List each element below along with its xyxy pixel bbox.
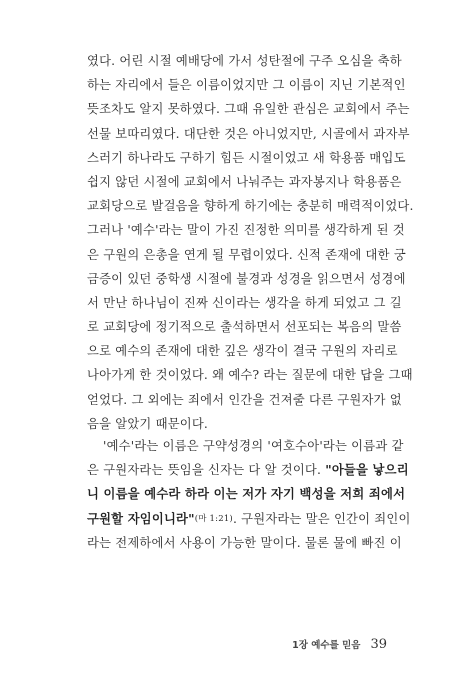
paragraph-1-line: 선물 보따리였다. 대단한 것은 아니었지만, 시골에서 과자부 bbox=[87, 126, 410, 141]
paragraph-1-line: 은 구원의 은총을 연게 될 무렵이었다. 신적 존재에 대한 궁 bbox=[87, 247, 406, 262]
paragraph-1-line: 으로 예수의 존재에 대한 깊은 생각이 결국 구원의 자리로 bbox=[87, 344, 398, 359]
paragraph-1-line: 스러기 하나라도 구하기 힘든 시절이었고 새 학용품 매입도 bbox=[87, 150, 406, 165]
paragraph-1-line: 교회당으로 발걸음을 향하게 하기에는 충분히 매력적이었다. bbox=[87, 199, 414, 214]
page-number: 39 bbox=[370, 637, 387, 652]
paragraph-1-line: 로 교회당에 정기적으로 출석하면서 선포되는 복음의 말씀 bbox=[87, 320, 402, 335]
paragraph-1-line: 음을 알았기 때문이다. bbox=[87, 416, 209, 431]
paragraph-2 bbox=[87, 434, 411, 555]
paragraph-1-line: 뜻조차도 알지 못하였다. 그때 유일한 관심은 교회에서 주는 bbox=[87, 102, 410, 117]
paragraph-2-line-1: '예수'라는 이름은 구약성경의 '여호수아'라는 이름과 같 bbox=[103, 439, 404, 453]
paragraph-1-line: 하는 자리에서 들은 이름이었지만 그 이름이 지닌 기본적인 bbox=[87, 78, 406, 93]
paragraph-1-line: 나아가게 한 것이었다. 왜 예수? 라는 질문에 대한 답을 그때 bbox=[87, 368, 413, 383]
paragraph-2-line-2-text: 은 구원자라는 뜻임을 신자는 다 알 것이다. bbox=[87, 463, 326, 478]
paragraph-1-line: 였다. 어린 시절 예배당에 가서 성탄절에 구주 오심을 축하 bbox=[87, 54, 402, 68]
paragraph-2-line-5: 라는 전제하에서 사용이 가능한 말이다. 물론 물에 빠진 이 bbox=[87, 535, 402, 550]
paragraph-1-line: 금증이 있던 중학생 시절에 불경과 성경을 읽으면서 성경에 bbox=[87, 271, 406, 286]
paragraph-2-line-4 bbox=[87, 507, 411, 531]
paragraph-1-line: 그러나 '예수'라는 말이 가진 진정한 의미를 생각하게 된 것 bbox=[87, 223, 405, 238]
paragraph-2-line-3 bbox=[87, 482, 406, 506]
scripture-reference: (마 1:21) bbox=[194, 513, 233, 524]
paragraph-1 bbox=[87, 49, 414, 436]
chapter-title: 1장 예수를 믿음 bbox=[292, 640, 361, 651]
quote-bold-start: "아들을 낳으리 bbox=[325, 463, 409, 478]
paragraph-1-line: 쉽지 않던 시절에 교회에서 나눠주는 과자봉지나 학용품은 bbox=[87, 174, 402, 189]
paragraph-1-line: 서 만난 하나님이 진짜 신이라는 생각을 하게 되었고 그 길 bbox=[87, 295, 402, 310]
quote-bold-middle: 니 이름을 예수라 하라 이는 저가 자기 백성을 저희 죄에서 bbox=[87, 487, 406, 502]
paragraph-2-line-4-text: . 구원자라는 말은 인간이 죄인이 bbox=[232, 511, 411, 526]
quote-bold-end: 구원할 자임이니라" bbox=[87, 511, 195, 526]
page-footer bbox=[292, 637, 387, 652]
paragraph-1-line: 얻었다. 그 외에는 죄에서 인간을 건져줄 다른 구원자가 없 bbox=[87, 392, 402, 407]
paragraph-2-line-2 bbox=[87, 458, 409, 482]
